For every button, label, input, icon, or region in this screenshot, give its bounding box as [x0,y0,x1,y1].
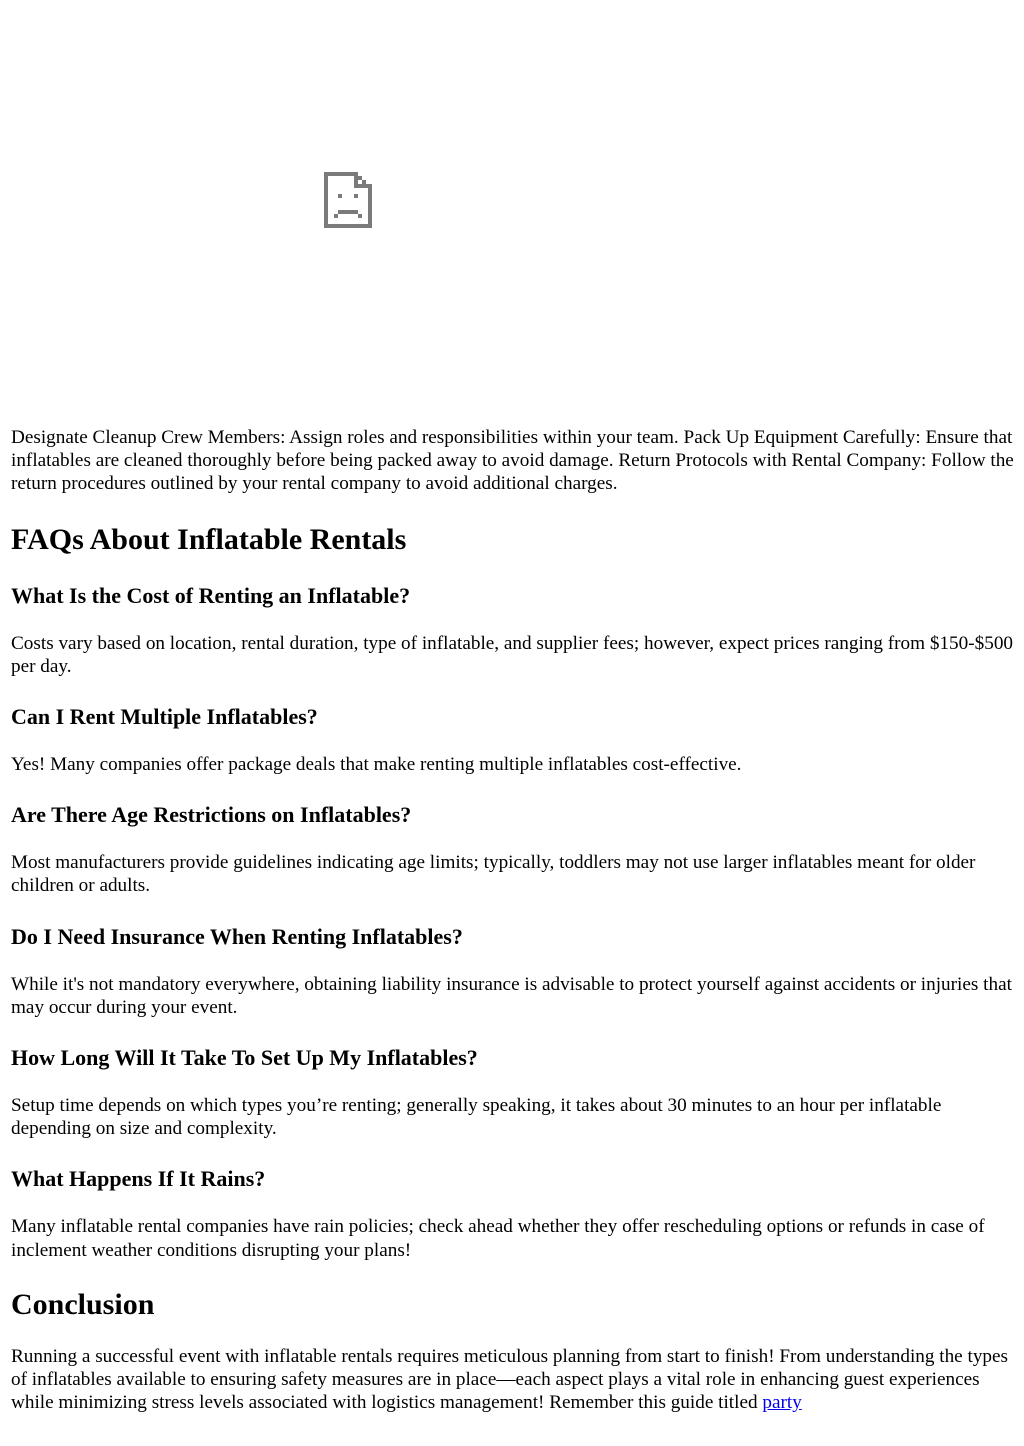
faq-heading: FAQs About Inflatable Rentals [11,522,407,556]
faq-question: Can I Rent Multiple Inflatables? [11,704,318,730]
conclusion-text: Running a successful event with inflatable rentals requires meticulous planning from start to finish! From understanding the types of inflatables available to ensuring safety measures are in place—each aspect plays a vital role in enhancing guest experiences while minimizing stress levels associated with logistics management! Remember this guide titled [11,1345,1009,1414]
faq-question: Are There Age Restrictions on Inflatables? [11,802,412,828]
faq-question: Do I Need Insurance When Renting Inflatables? [11,923,463,949]
faq-answer: Most manufacturers provide guidelines indicating age limits; typically, toddlers may not use larger inflatables meant for older children or adults. [11,852,976,897]
conclusion-paragraph [11,1345,1015,1415]
faq-answer: While it's not mandatory everywhere, obtaining liability insurance is advisable to protect yourself against accidents or injuries that may occur during your event. [11,973,1012,1018]
party-link[interactable]: party [762,1392,802,1414]
article-content [11,426,1015,1414]
faq-answer: Yes! Many companies offer package deals that make renting multiple inflatables cost-effective. [11,754,742,776]
faq-answer: Setup time depends on which types you’re renting; generally speaking, it takes about 30 minutes to an hour per inflatable depending on size and complexity. [11,1095,942,1140]
faq-answer: Many inflatable rental companies have rain policies; check ahead whether they offer rescheduling options or refunds in case of inclement weather conditions disrupting your plans! [11,1216,985,1261]
faq-question: What Happens If It Rains? [11,1166,266,1192]
broken-image-icon [324,172,372,228]
conclusion-heading: Conclusion [11,1287,155,1321]
faq-question: How Long Will It Take To Set Up My Inflatables? [11,1045,478,1071]
faq-question: What Is the Cost of Renting an Inflatable? [11,582,411,608]
faq-answer: Costs vary based on location, rental duration, type of inflatable, and supplier fees; however, expect prices ranging from $150-$500 per day. [11,632,1014,677]
intro-paragraph: Designate Cleanup Crew Members: Assign roles and responsibilities within your team. Pack Up Equipment Carefully: Ensure that inflatables are cleaned thoroughly before being packed away to avoid damage. Return Protocols with Rental Company: Follow the return procedures outlined by your rental company to avoid additional charges. [11,427,1014,495]
